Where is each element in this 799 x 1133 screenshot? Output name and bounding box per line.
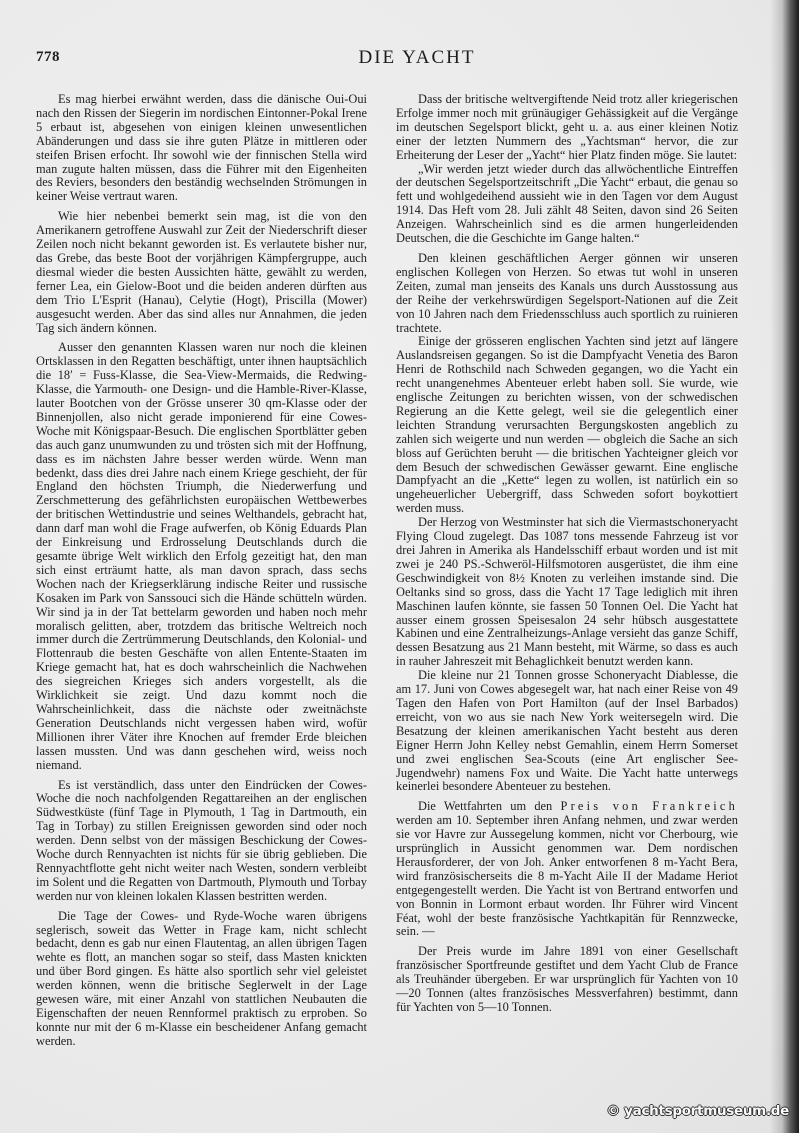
journal-title: DIE YACHT	[358, 47, 476, 68]
prix-spaced-title: Preis von Frankreich	[560, 799, 738, 814]
paragraph-venetia-sweden: Einige der grösseren englischen Yachten sind jetzt auf längere Auslandsreisen gegangen. So ist die Dampfyacht Venetia des Baron Henri de Rothschild nach Schweden gegangen, wo die Yacht ein recht unangenehmes Abenteuer erlebt haben soll. Sie wurde, wie englische Zeitungen zu berichten wissen, von der schwedischen Regierung an die Kette gelegt, weil sie die gelegentlich einer leichten Strandung verursachten Bergungskosten angeblich zu zahlen sich weigerte und nun werden — obgleich die Sache an sich bloss auf Gerüchten beruht — die britischen Yachteigner gleich vor dem Besuch der schwedischen Gewässer gewarnt. Eine englische Dampfyacht an die „Kette“ legen zu wollen, ist natürlich ein so ungeheuerlicher Uebergriff, dass Schweden sofort boykottiert werden muss.	[396, 334, 738, 516]
paragraph-local-classes: Ausser den genannten Klassen waren nur noch die kleinen Ortsklassen in den Regatten beschäftigt, unter ihnen hauptsächlich die 18′ = Fuss-Klasse, die Sea-View-Mermaids, die Redwing-Klasse, die Yarmouth- one Design- und die Hamble-River-Klasse, lauter Bootchen von der Grösse unserer 30 qm-Klasse oder der Binnenjollen, also nicht gerade imponierend für eine Cowes-Woche mit Königspaar-Besuch. Die englischen Sportblätter geben das auch ganz unumwunden zu und trösten sich mit der Hoffnung, dass es im nächsten Jahre besser werden würde. Wenn man bedenkt, dass dies drei Jahre nach einem Kriege geschieht, der für England den höchsten Triumph, die Niederwerfung und Zerschmetterung des gefährlichsten europäischen Wettbewerbes der britischen Wettindustrie und seines Welthandels, gebracht hat, dann darf man wohl die Frage aufwerfen, ob König Eduards Plan der Einkreisung und Erdrosselung Deutschlands durch die gesamte übrige Welt wirklich den Erfolg gezeitigt hat, den man sich einst erträumt hatte, als man davon sprach, dass sechs Wochen nach der Kriegserklärung indische Reiter und russische Kosaken im Park von Sanssouci sich die Hände schütteln würden. Wir sind ja in der Tat bettelarm geworden und haben noch mehr moralisch gelitten, aber, trotzdem das britische Weltreich noch immer durch die Zertrümmerung Deutschlands, den Kolonial- und Flottenraub die besten Geschäfte von allen Entente-Staaten im Kriege gemacht hat, hat es doch wahrscheinlich die Nachwehen des siegreichen Krieges sich anders vorgestellt, als die Wirklichkeit sie zeigt. Und dazu kommt noch die Wahrscheinlichkeit, dass die nächste oder zweitnächste Generation Deutschlands nicht vergessen haben wird, wofür Millionen ihrer Väter ihre Knochen auf fremder Erde bleichen lassen mussten. Und was dann geschehen wird, weiss noch niemand.	[36, 340, 367, 772]
paragraph-american-selection: Wie hier nebenbei bemerkt sein mag, ist die von den Amerikanern getroffene Auswahl zur Zeit der Niederschrift dieser Zeilen noch nicht bekannt geworden ist. Es verlautete bisher nur, das Grebe, das beste Boot der vorjährigen Kämpfergruppe, auch diesmal wieder die besten Aussichten hätte, gewählt zu werden, ferner Lea, ein Gielow-Boot und die beiden anderen dürften aus dem Trio L'Esprit (Hanau), Celytie (Hogt), Priscilla (Mower) ausgesucht werden. Aber das sind alles nur Annahmen, die jeden Tag sich ändern können.	[36, 209, 367, 335]
paragraph-southwest-coast-regattas: Es ist verständlich, dass unter den Eindrücken der Cowes-Woche die noch nachfolgenden Regattareihen an der englischen Südwestküste (fünf Tage in Plymouth, 1 Tag in Dartmouth, ein Tag in Torbay) zu stillen Ereignissen geworden sind oder noch werden. Denn selbst von der mässigen Beschickung der Cowes-Woche durch Rennyachten ist nichts für sie übrig geblieben. Die Rennyachtflotte geht nicht weiter nach Westen, sondern verbleibt im Solent und die Regatten von Dartmouth, Plymouth und Torbay werden nur von kleinen lokalen Klassen bestritten werden.	[36, 777, 367, 903]
paragraph-preis-von-frankreich	[396, 800, 738, 939]
paragraph-prize-history: Der Preis wurde im Jahre 1891 von einer Gesellschaft französischer Sportfreunde gestiftet und dem Yacht Club de France als Treuhänder übergeben. Er war ursprünglich für Yachten von 10—20 Tonnen (altes französisches Messverfahren) bestimmt, dann für Yachten von 5—10 Tonnen.	[396, 944, 738, 1014]
prix-rest: werden am 10. September ihren Anfang nehmen, und zwar werden sie vor Havre zur Aussegelung kommen, nicht vor Cherbourg, wie ursprünglich in Aussicht genommen war. Dem nordischen Herausforderer, der von Joh. Anker entworfenen 8 m-Yacht Bera, wird französischerseits die 8 m-Yacht Aile II der Madame Heriot entgegengestellt werden. Die Yacht ist von Bertrand entworfen und von Bonnin in Lormont erbaut worden. Ihr Führer wird Vincent Féat, wohl der beste französische Yachtkapitän für Rennzwecke, sein. —	[396, 813, 738, 939]
paragraph-diablesse: Die kleine nur 21 Tonnen grosse Schoneryacht Diablesse, die am 17. Juni von Cowes abgesegelt war, hat nach einer Reise von 49 Tagen den Hafen von Port Hamilton (auf der Insel Barbados) erreicht, von wo aus sie nach New York weitersegeln wird. Die Besatzung der kleinen amerikanischen Yacht besteht aus deren Eigner Herrn John Kelley nebst Gemahlin, einem Herrn Somerset und zwei englischen Sea-Scouts (eine Art englischer See-Jugendwehr) namens Fox und Waite. Die Yacht hatte unterwegs keinerlei besondere Abenteuer zu bestehen.	[396, 668, 738, 794]
paragraph-business-annoyance: Den kleinen geschäftlichen Aerger gönnen wir unseren englischen Kollegen von Herzen. So etwas tut wohl in unseren Zeiten, zumal man jenseits des Kanals uns durch Ausstossung aus der Reihe der verkehrswürdigen Segelsport-Nationen auf die Zeit von 10 Jahren nach dem Friedensschluss auch sportlich zu ruinieren trachtete.	[396, 250, 738, 335]
page-number: 778	[36, 49, 60, 65]
page-header	[36, 44, 764, 68]
paragraph-flying-cloud: Der Herzog von Westminster hat sich die Viermastschoneryacht Flying Cloud zugelegt. Das 1087 tons messende Fahrzeug ist vor drei Jahren in Amerika als Handelsschiff erbaut worden und ist mit zwei je 240 PS.-Schweröl-Hilfsmotoren ausgerüstet, die ihm eine Geschwindigkeit von 8½ Knoten zu verleihen imstande sind. Die Oeltanks sind so gross, dass die Yacht 17 Tage lediglich mit ihren Maschinen laufen könnte, sie fassen 50 Tonnen Oel. Die Yacht hat ausser einem grossen Speisesalon 24 sehr hübsch ausgestattete Kabinen und eine Zentralheizungs-Anlage versieht das ganze Schiff, dessen Besatzung aus 21 Mann besteht, mit Wärme, so dass es auch in rauher Jahreszeit mit Behaglichkeit benutzt werden kann.	[396, 515, 738, 669]
right-column	[396, 93, 738, 1015]
left-column	[36, 93, 367, 1049]
prix-lead: Die Wettfahrten um den	[418, 799, 553, 814]
paragraph-yachtsman-quote: „Wir werden jetzt wieder durch das allwöchentliche Eintreffen der deutschen Segelsportzeitschrift „Die Yacht“ erbaut, die genau so fett und wohlgedeihend aussieht wie in den Tagen vor dem August 1914. Das Heft vom 28. Juli zählt 48 Seiten, davon sind 26 Seiten Anzeigen. Wahrscheinlich sind es die armen hungerleidenden Deutschen, die die Geschichte im Gange halten.“	[396, 161, 738, 246]
paragraph-cowes-weather: Die Tage der Cowes- und Ryde-Woche waren übrigens seglerisch, soweit das Wetter in Frage kam, nicht schlecht bedacht, denn es gab nur einen Flautentag, an allen übrigen Tagen wehte es flott, an manchen sogar so steif, dass Masten knickten und über Bord gingen. Es hätte also sportlich sehr viel geleistet werden können, wenn die britische Seglerwelt in der Lage gewesen wäre, mit einer Anzahl von stattlichen Neubauten die Eigenschaften der neuen Rennformel praktisch zu erproben. So konnte nur mit der 6 m-Klasse ein bescheidener Anfang gemacht werden.	[36, 908, 367, 1048]
copyright-watermark: © yachtsportmuseum.de	[606, 1103, 789, 1119]
paragraph-danish-oui-oui: Es mag hierbei erwähnt werden, dass die dänische Oui-Oui nach den Rissen der Siegerin im nordischen Eintonner-Pokal Irene 5 erbaut ist, abgesehen von einigen kleinen unwesentlichen Abänderungen und dass sie ihre guten Plätze in mittleren oder steifen Brisen erfocht. Ihr sowohl wie der finnischen Stella wird man zugute halten müssen, dass die Führer mit den Eigenheiten des Reviers, besonders den beständig wechselnden Strömungen in keiner Weise vertraut waren.	[36, 92, 367, 204]
paragraph-british-envy: Dass der britische weltvergiftende Neid trotz aller kriegerischen Erfolge immer noch mit grünäugiger Gehässigkeit auf die Vergänge im deutschen Segelsport blickt, geht u. a. aus einer kleinen Notiz einer der letzten Nummern des „Yachtsman“ hervor, die zur Erheiterung der Leser der „Yacht“ hier Platz finden möge. Sie lautet:	[396, 92, 738, 162]
